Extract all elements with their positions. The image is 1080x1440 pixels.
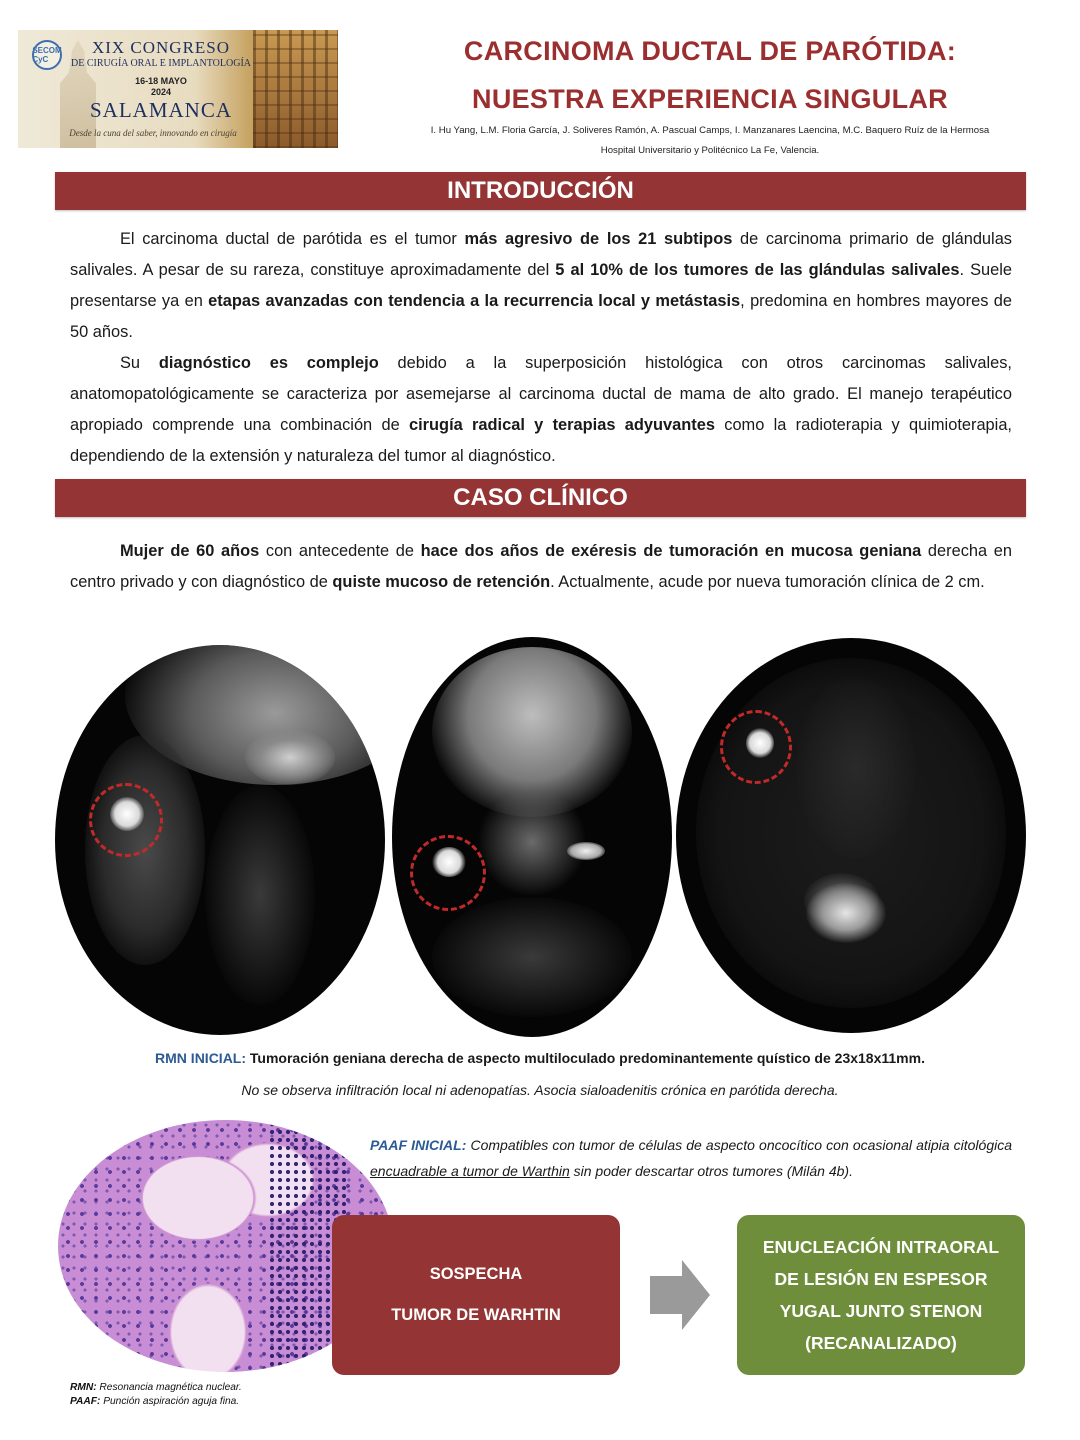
intro-paragraph-2: Su diagnóstico es complejo debido a la superposición histológica con otros carcinomas salivales, anatomopatológicamente se caracteriza por asemejarse al carcinoma ductal de mama de alto grado. El manejo terapéutico apropiado comprende una combinación de cirugía radical y terapias adyuvantes como la radioterapia y quimioterapia, dependiendo de la extensión y naturaleza del tumor al diagnóstico.	[70, 354, 1012, 465]
section-heading-caso-clinico: CASO CLÍNICO	[55, 479, 1026, 517]
mri-caption-note: No se observa infiltración local ni adenopatías. Asocia sialoadenitis crónica en parótida derecha.	[241, 1082, 839, 1098]
affiliation: Hospital Universitario y Politécnico La Fe, Valencia.	[600, 145, 820, 156]
society-badge-icon: SECOM CyC	[32, 40, 62, 70]
treatment-line-2: DE LESIÓN EN ESPESOR	[774, 1269, 988, 1289]
treatment-box	[737, 1215, 1025, 1375]
mri-axial-image	[676, 638, 1026, 1033]
footnote-rmn: RMN: Resonancia magnética nuclear.	[70, 1382, 242, 1393]
treatment-line-1: ENUCLEACIÓN INTRAORAL	[762, 1237, 1000, 1257]
suspicion-box	[332, 1215, 620, 1375]
facade-illustration	[253, 30, 338, 148]
mri-coronal-image	[392, 637, 672, 1037]
treatment-line-4: (RECANALIZADO)	[805, 1333, 957, 1353]
footnote-paaf: PAAF: Punción aspiración aguja fina.	[70, 1396, 240, 1407]
logo-year: 2024	[150, 87, 172, 97]
mri-sagittal-image	[55, 645, 385, 1035]
mri-caption: RMN INICIAL: Tumoración geniana derecha de aspecto multiloculado predominantemente quístico de 23x18x11mm.	[155, 1050, 925, 1066]
intro-paragraph-1: El carcinoma ductal de parótida es el tumor más agresivo de los 21 subtipos de carcinoma primario de glándulas salivales. A pesar de su rareza, constituye aproximadamente del 5 al 10% de los tumores de las glándulas salivales. Suele presentarse ya en etapas avanzadas con tendencia a la recurrencia local y metástasis, predomina en hombres mayores de 50 años.	[70, 230, 1013, 341]
suspicion-line-1: SOSPECHA	[429, 1265, 523, 1283]
poster-title-line2: NUESTRA EXPERIENCIA SINGULAR	[472, 84, 948, 114]
lesion-dashed-circle	[410, 835, 486, 911]
treatment-line-3: YUGAL JUNTO STENON	[779, 1301, 983, 1321]
lesion-dashed-circle	[89, 783, 163, 857]
logo-dates: 16-18 MAYO	[135, 76, 187, 86]
logo-motto: Desde la cuna del saber, innovando en cirugía	[69, 128, 237, 138]
section-heading-introduccion: INTRODUCCIÓN	[55, 172, 1026, 210]
arrow-right-icon	[648, 1258, 712, 1332]
logo-congress-subject: DE CIRUGÍA ORAL E IMPLANTOLOGÍA	[71, 58, 251, 69]
suspicion-line-2: TUMOR DE WARHTIN	[391, 1306, 561, 1324]
case-paragraph: Mujer de 60 años con antecedente de hace dos años de exéresis de tumoración en mucosa geniana derecha en centro privado y con diagnóstico de quiste mucoso de retención. Actualmente, acude por nueva tumoración clínica de 2 cm.	[70, 542, 1012, 591]
poster-title-line1: CARCINOMA DUCTAL DE PARÓTIDA:	[463, 36, 957, 66]
paaf-caption: PAAF INICIAL: Compatibles con tumor de células de aspecto oncocítico con ocasional atipia citológica encuadrable a tumor de Warthin sin poder descartar otros tumores (Milán 4b).	[370, 1137, 1012, 1179]
authors: I. Hu Yang, L.M. Floria García, J. Soliveres Ramón, A. Pascual Camps, I. Manzanares Laencina, M.C. Baquero Ruíz de la Hermosa	[430, 125, 990, 136]
congress-logo	[18, 30, 338, 148]
lesion-dashed-circle	[720, 710, 792, 784]
logo-congress-number: XIX CONGRESO	[91, 38, 231, 57]
logo-city: SALAMANCA	[89, 98, 232, 122]
